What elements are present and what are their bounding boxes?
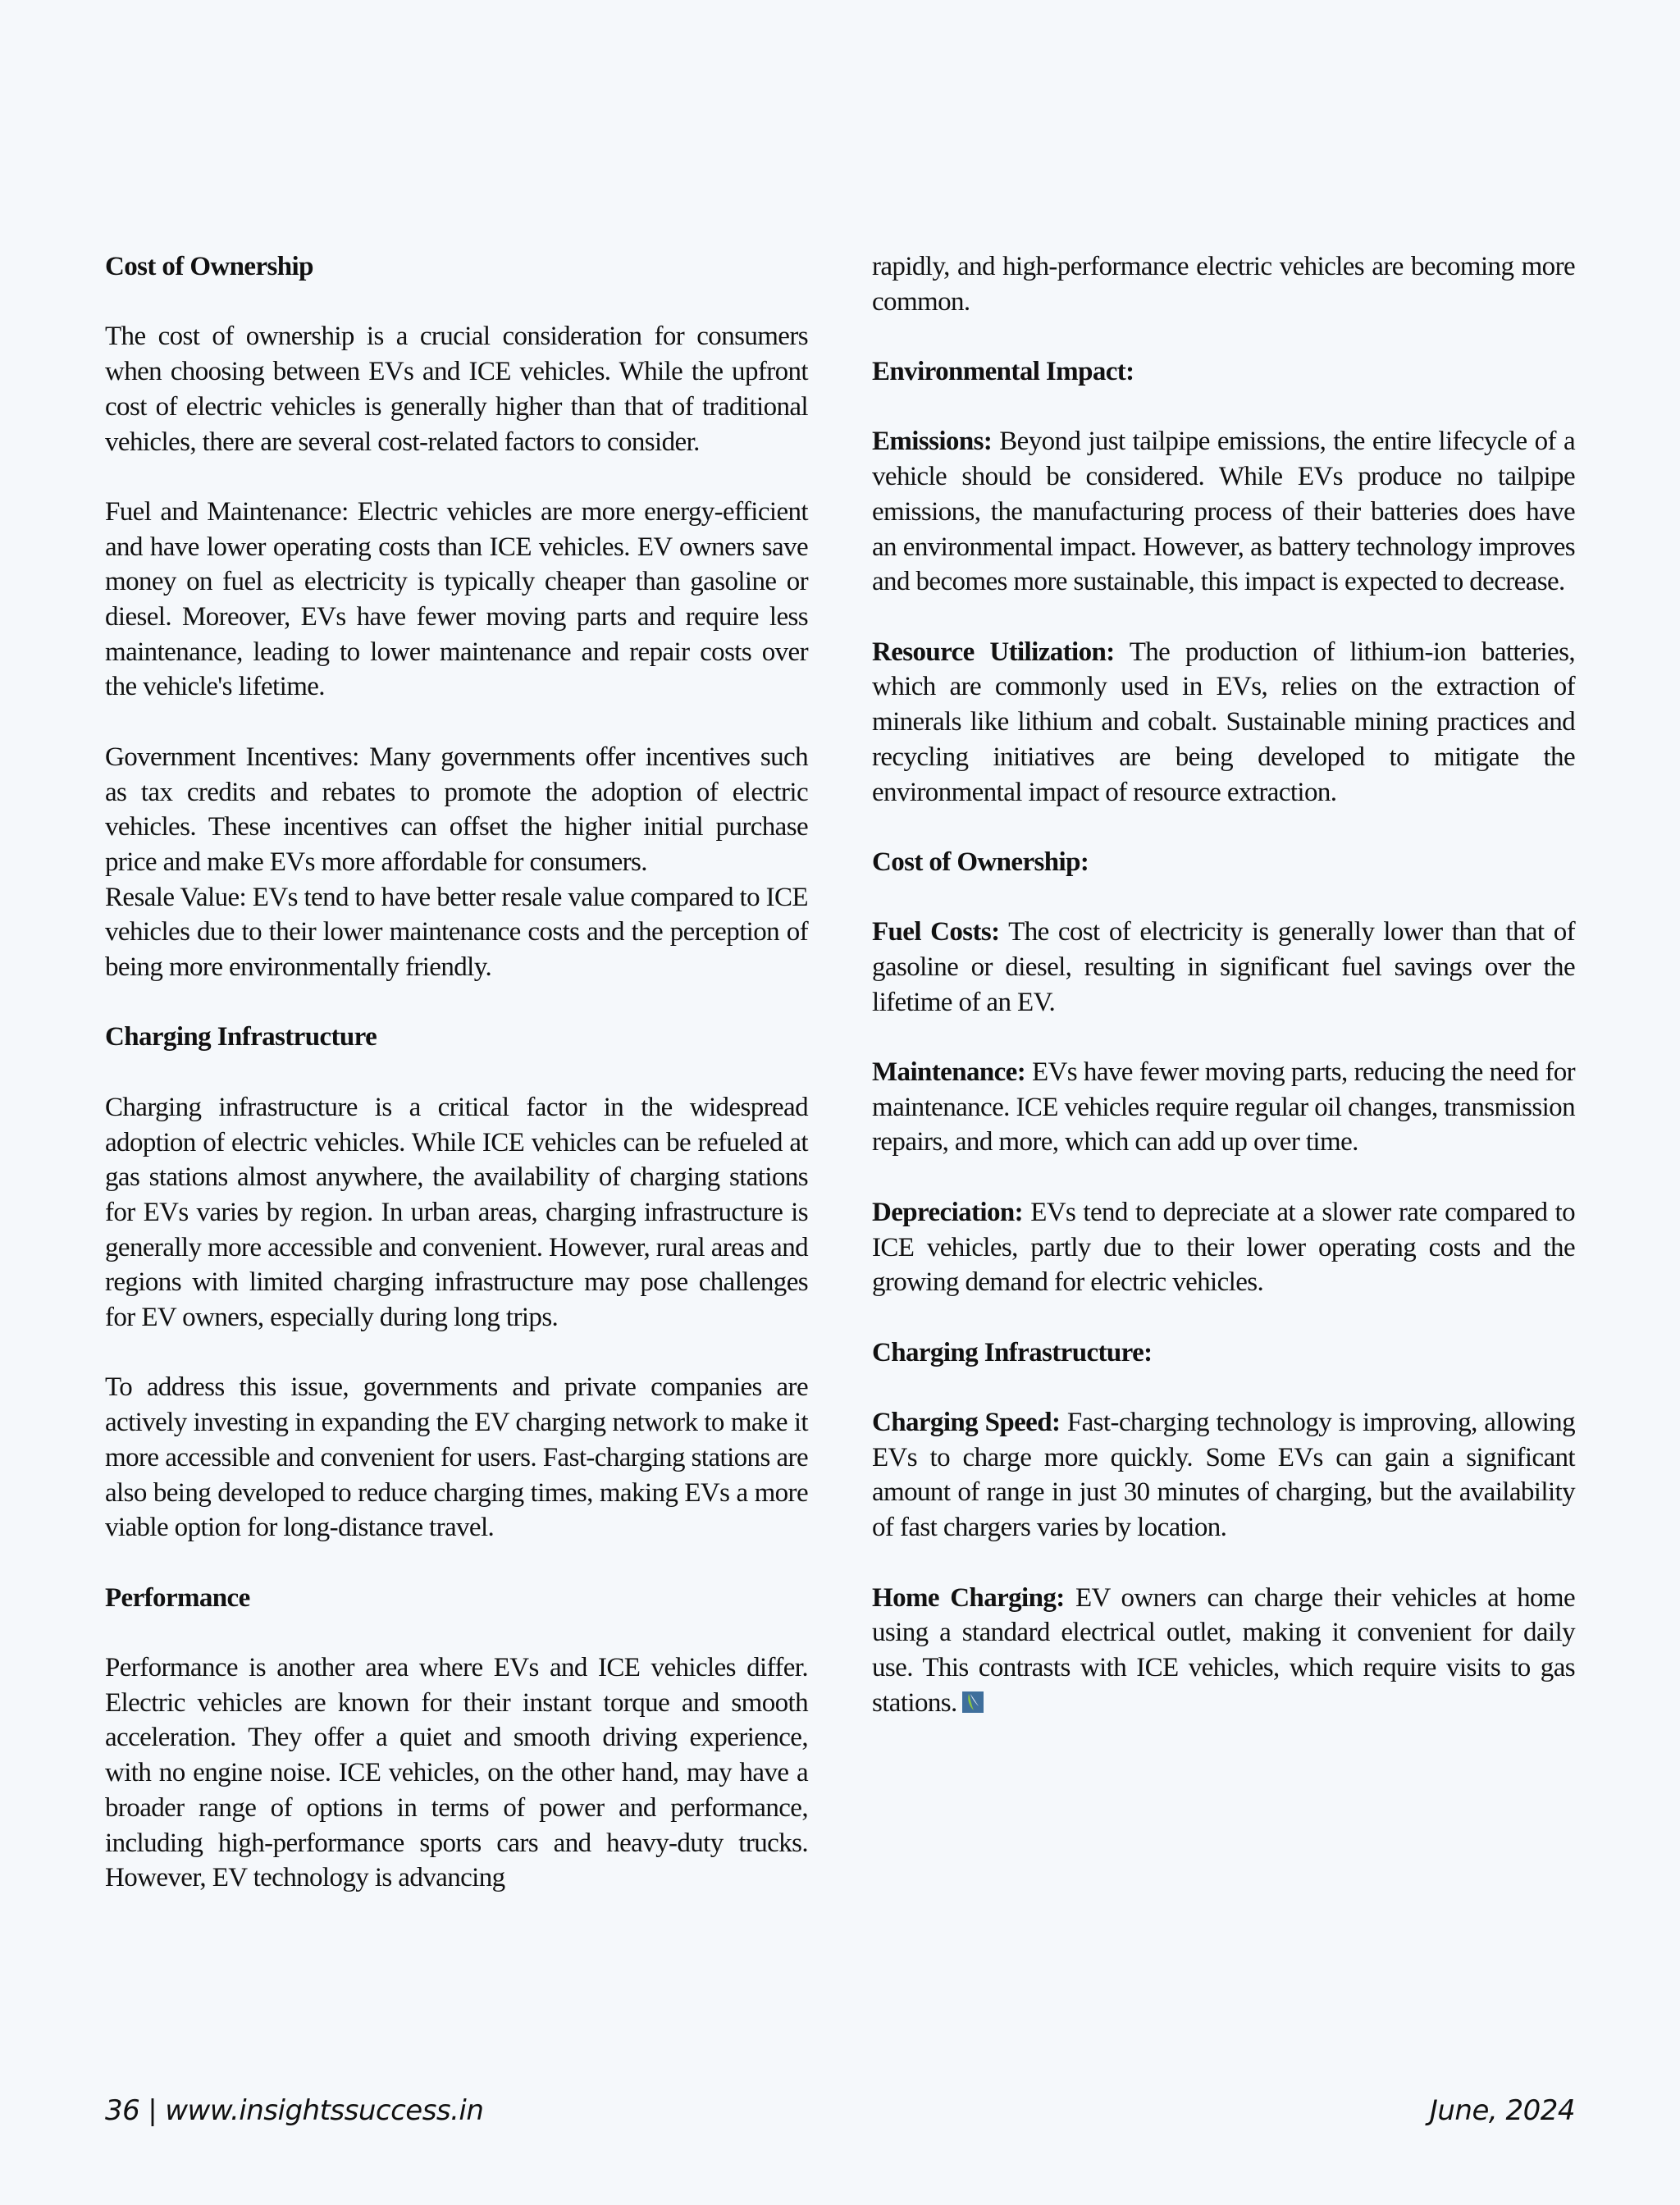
- section-heading-charging-infrastructure: Charging Infrastructure: [105, 1022, 377, 1052]
- paragraph-text: EVs have fewer moving parts, reducing the need for maintenance. ICE vehicles require regular oil changes, transmission repairs, and more, which can add up over time.: [872, 1057, 1575, 1157]
- paragraph: To address this issue, governments and private companies are actively investing in expanding the EV charging network to make it more accessible and convenient for users. Fast-charging stations are also being developed to reduce charging times, making EVs a more viable option for long-distance travel.: [105, 1372, 808, 1543]
- paragraph-emissions: [872, 424, 1575, 600]
- lead-term: Fuel Costs:: [872, 917, 1000, 947]
- lead-term: Depreciation:: [872, 1197, 1024, 1227]
- lead-term: Home Charging:: [872, 1582, 1065, 1613]
- footer-separator: |: [148, 2094, 158, 2127]
- paragraph-fuel-costs: [872, 915, 1575, 1020]
- lead-term: Charging Speed:: [872, 1408, 1061, 1438]
- paragraph-text: EVs tend to depreciate at a slower rate compared to ICE vehicles, partly due to their lower operating costs and the growing demand for electric vehicles.: [872, 1197, 1575, 1298]
- section-heading-cost-of-ownership: Cost of Ownership:: [872, 847, 1089, 877]
- paragraph: Fuel and Maintenance: Electric vehicles are more energy-efficient and have lower operating costs than ICE vehicles. EV owners save money on fuel as electricity is typically cheaper than gasoline or diesel. Moreover, EVs have fewer moving parts and require less maintenance, leading to lower maintenance and repair costs over the vehicle's lifetime.: [105, 496, 808, 702]
- paragraph: Performance is another area where EVs and ICE vehicles differ. Electric vehicles are known for their instant torque and smooth acceleration. They offer a quiet and smooth driving experience, with no engine noise. ICE vehicles, on the other hand, may have a broader range of options in terms of power and performance, including high-performance sports cars and heavy-duty trucks. However, EV technology is advancing: [105, 1653, 808, 1893]
- publication-logo-icon: [962, 1687, 984, 1709]
- page-number: 36: [105, 2094, 140, 2127]
- issue-date: June, 2024: [1429, 2094, 1575, 2127]
- paragraph-depreciation: [872, 1195, 1575, 1300]
- paragraph-text: EV owners can charge their vehicles at home using a standard electrical outlet, making it convenient for daily use. This contrasts with ICE vehicles, which require visits to gas stations.: [872, 1582, 1576, 1718]
- paragraph-maintenance: [872, 1055, 1575, 1160]
- paragraph-text: Fast-charging technology is improving, allowing EVs to charge more quickly. Some EVs can gain a significant amount of range in just 30 minutes of charging, but the availability of fast chargers varies by location.: [872, 1408, 1575, 1543]
- paragraph-continuation: rapidly, and high-performance electric vehicles are becoming more common.: [872, 252, 1575, 317]
- paragraph: Government Incentives: Many governments offer incentives such as tax credits and rebates to promote the adoption of electric vehicles. These incentives can offset the higher initial purchase price and make EVs more affordable for consumers.: [105, 742, 808, 877]
- right-column: [872, 249, 1575, 1755]
- section-heading-environmental-impact: Environmental Impact:: [872, 357, 1134, 387]
- paragraph-resource-utilization: [872, 635, 1575, 810]
- paragraph-charging-speed: [872, 1405, 1575, 1545]
- section-heading-cost-of-ownership: Cost of Ownership: [105, 252, 313, 281]
- paragraph-text: The production of lithium-ion batteries, which are commonly used in EVs, relies on the extraction of minerals like lithium and cobalt. Sustainable mining practices and recycling initiatives are being developed to mitigate the environmental impact of resource extraction.: [872, 637, 1575, 807]
- page-footer: [105, 2090, 1575, 2131]
- paragraph: Resale Value: EVs tend to have better resale value compared to ICE vehicles due to their lower maintenance costs and the perception of being more environmentally friendly.: [105, 882, 808, 983]
- lead-term: Emissions:: [872, 427, 993, 457]
- section-heading-charging-infrastructure: Charging Infrastructure:: [872, 1337, 1153, 1367]
- lead-term: Maintenance:: [872, 1057, 1026, 1088]
- paragraph: Charging infrastructure is a critical factor in the widespread adoption of electric vehicles. While ICE vehicles can be refueled at gas stations almost anywhere, the availability of charging stations for EVs varies by region. In urban areas, charging infrastructure is generally more accessible and convenient. However, rural areas and regions with limited charging infrastructure may pose challenges for EV owners, especially during long trips.: [105, 1092, 808, 1333]
- website-url: www.insightssuccess.in: [165, 2094, 484, 2127]
- paragraph-text: Beyond just tailpipe emissions, the entire lifecycle of a vehicle should be considered. While EVs produce no tailpipe emissions, the manufacturing process of their batteries does have an environmental impact. However, as battery technology improves and becomes more sustainable, this impact is expected to decrease.: [872, 427, 1575, 597]
- section-heading-performance: Performance: [105, 1582, 250, 1613]
- left-column: [105, 249, 808, 1931]
- footer-left: [105, 2090, 483, 2131]
- paragraph: The cost of ownership is a crucial consideration for consumers when choosing between EVs and ICE vehicles. While the upfront cost of electric vehicles is generally higher than that of traditional vehicles, there are several cost-related factors to consider.: [105, 322, 808, 457]
- paragraph-text: The cost of electricity is generally lower than that of gasoline or diesel, resulting in significant fuel savings over the lifetime of an EV.: [872, 917, 1575, 1017]
- lead-term: Resource Utilization:: [872, 637, 1115, 667]
- paragraph-home-charging: [872, 1581, 1575, 1721]
